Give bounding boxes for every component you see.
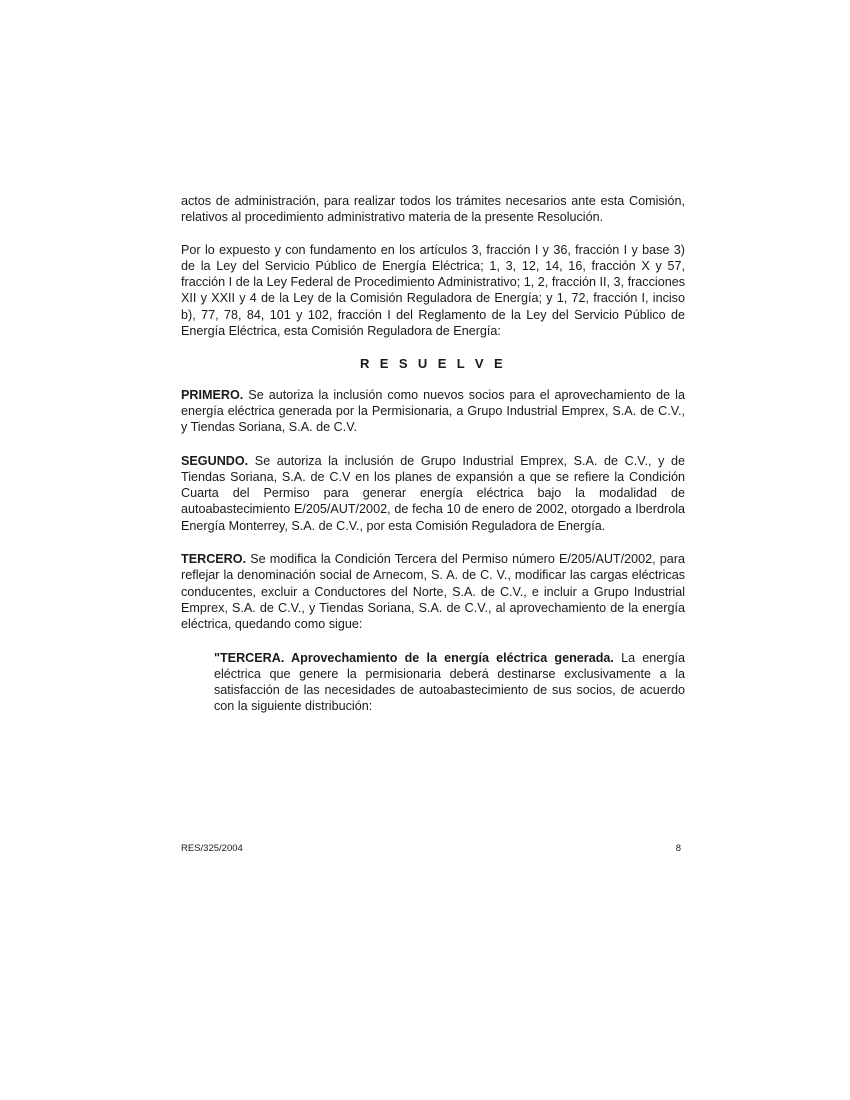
tercera-text: La energía eléctrica que genere la permisionaria deberá destinarse exclusivamente a la satisfacción de las necesidades de autoabastecimiento de sus socios, de acuerdo con la siguiente distribución:	[214, 650, 685, 714]
condicion-tercera-quote	[214, 650, 685, 715]
resolutivo-primero	[181, 387, 685, 436]
paragraph-actos: actos de administración, para realizar todos los trámites necesarios ante esta Comisión, relativos al procedimiento administrativo materia de la presente Resolución.	[181, 194, 685, 225]
tercero-text: Se modifica la Condición Tercera del Permiso número E/205/AUT/2002, para reflejar la denominación social de Arnecom, S. A. de C. V., modificar las cargas eléctricas conducentes, excluir a Conductores del Norte, S.A. de C.V., e incluir a Grupo Industrial Emprex, S.A. de C.V., y Tiendas Soriana, S.A. de C.V., al aprovechamiento de la energía eléctrica, quedando como sigue:	[181, 552, 685, 632]
segundo-text: Se autoriza la inclusión de Grupo Industrial Emprex, S.A. de C.V., y de Tiendas Soriana, S.A. de C.V en los planes de expansión a que se refiere la Condición Cuarta del Permiso para generar energía eléctrica bajo la modalidad de autoabastecimiento E/205/AUT/2002, de fecha 10 de enero de 2002, otorgado a Iberdrola Energía Monterrey, S.A. de C.V., por esta Comisión Reguladora de Energía.	[181, 453, 685, 533]
page-number: 8	[675, 843, 681, 854]
resolutivo-segundo	[181, 453, 685, 534]
paragraph-fundamento: Por lo expuesto y con fundamento en los artículos 3, fracción I y 36, fracción I y base 3) de la Ley del Servicio Público de Energía Eléctrica; 1, 3, 12, 14, 16, fracción X y 57, fracción I de la Ley Federal de Procedimiento Administrativo; 1, 2, fracción II, 3, fracciones XII y XXII y 4 de la Ley de la Comisión Reguladora de Energía; y 1, 72, fracción I, inciso b), 77, 78, 84, 101 y 102, fracción I del Reglamento de la Ley del Servicio Público de Energía Eléctrica, esta Comisión Reguladora de Energía:	[181, 242, 685, 339]
primero-text: Se autoriza la inclusión como nuevos socios para el aprovechamiento de la energía eléctrica generada por la Permisionaria, a Grupo Industrial Emprex, S.A. de C.V., y Tiendas Soriana, S.A. de C.V.	[181, 387, 685, 435]
segundo-label: SEGUNDO.	[181, 453, 249, 468]
resolutivo-tercero	[181, 551, 685, 632]
primero-label: PRIMERO.	[181, 387, 244, 402]
document-body	[181, 193, 685, 731]
tercera-title: "TERCERA. Aprovechamiento de la energía eléctrica generada.	[214, 650, 614, 665]
resolution-code: RES/325/2004	[181, 843, 243, 854]
resuelve-heading: R E S U E L V E	[359, 356, 507, 372]
tercero-label: TERCERO.	[181, 552, 247, 567]
